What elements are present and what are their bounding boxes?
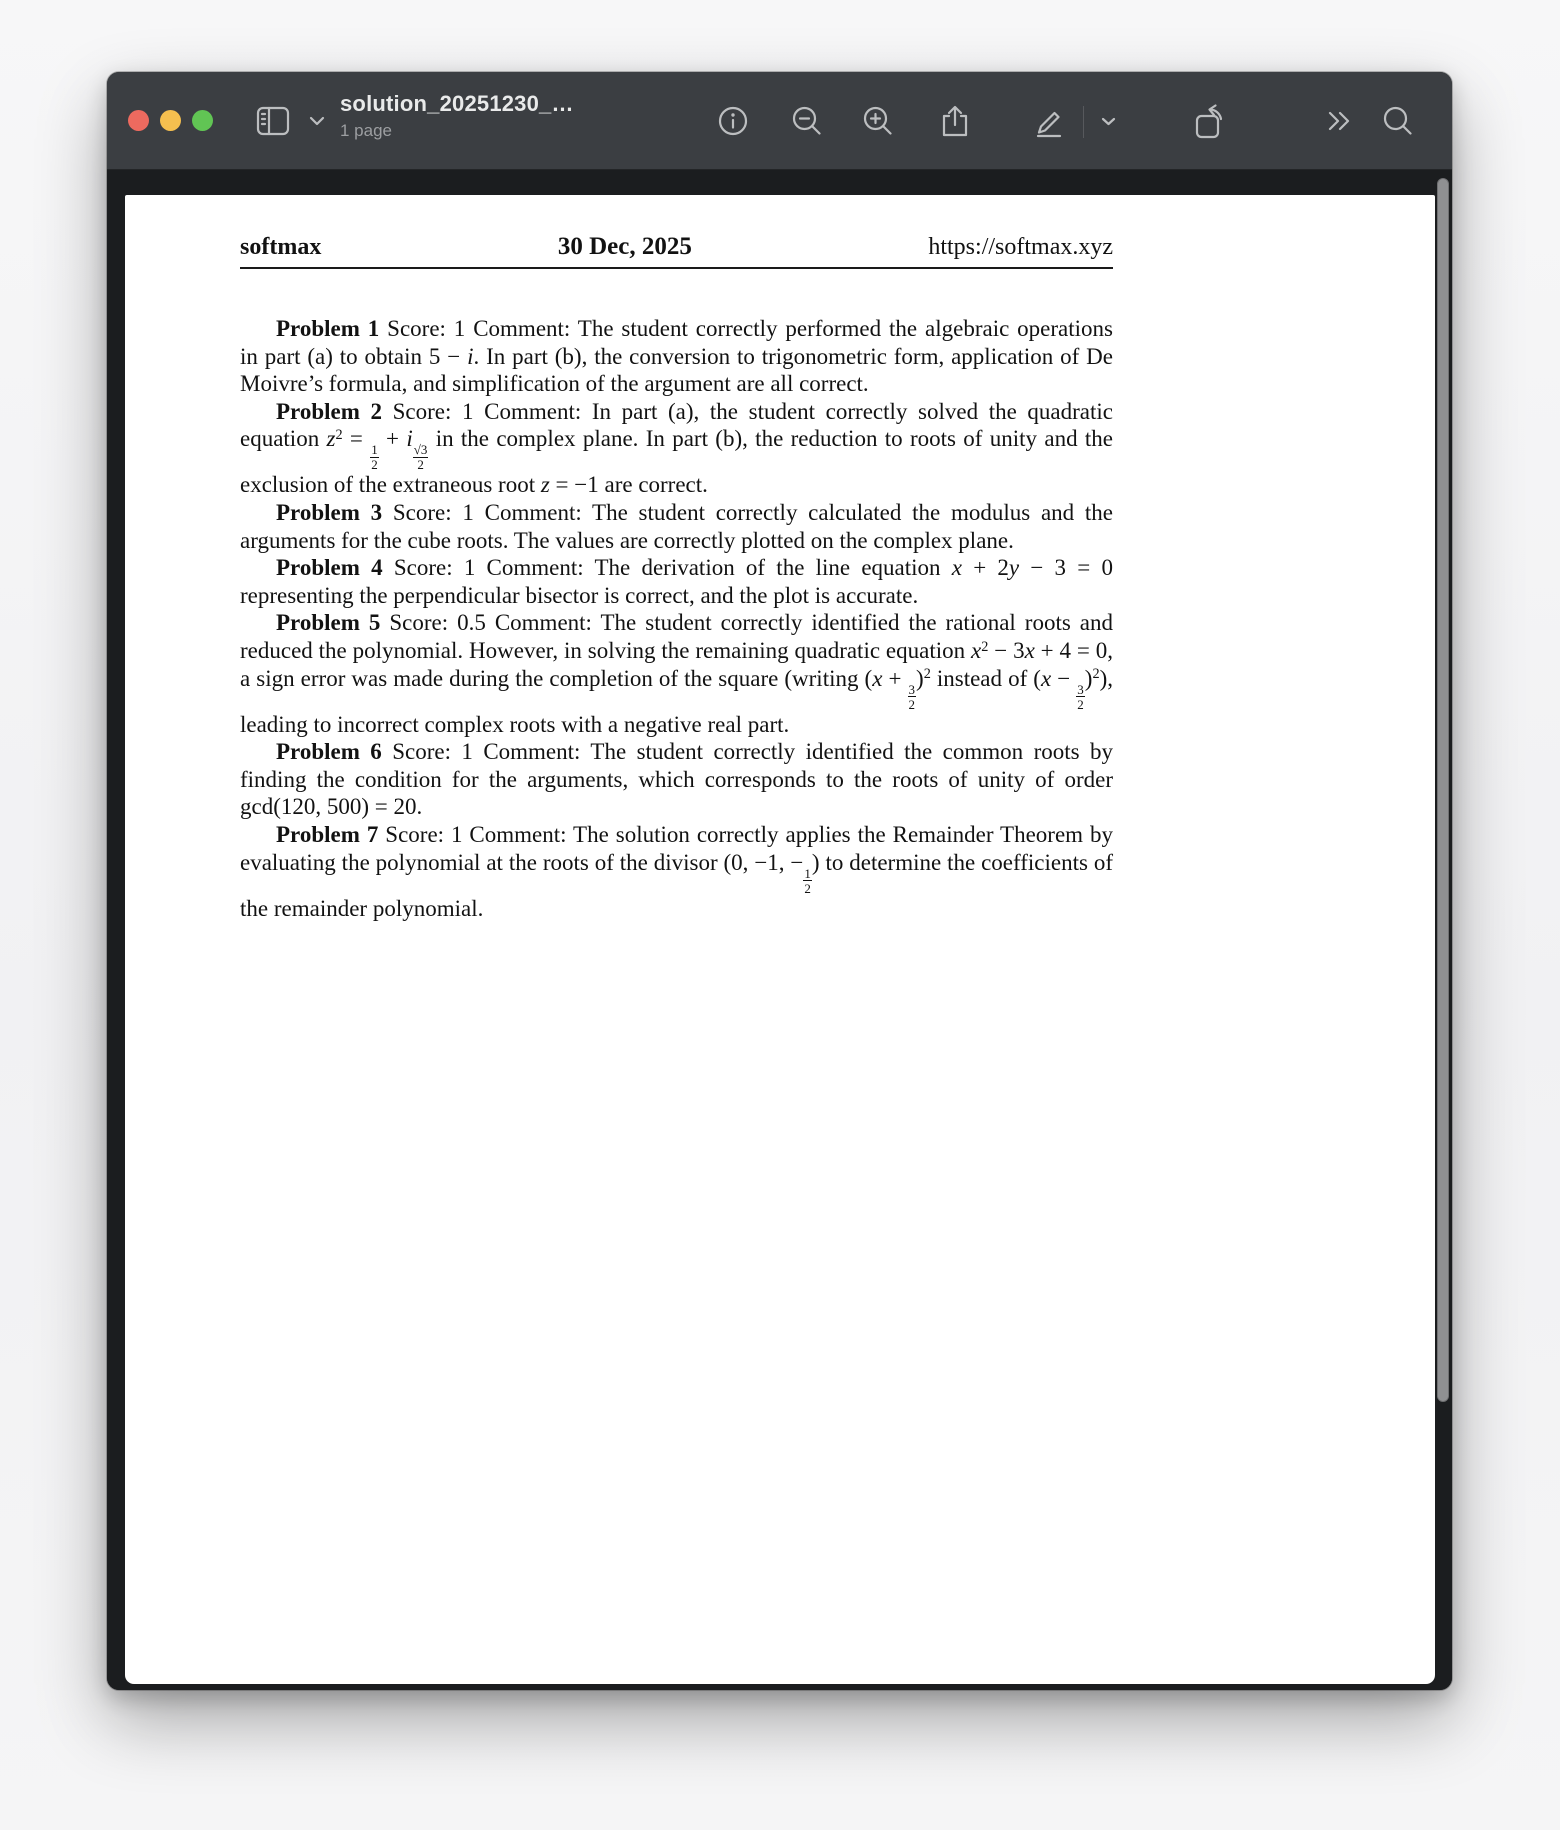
sidebar-menu-chevron[interactable] [303,72,331,170]
pdf-viewer-area [107,170,1452,1690]
rotate-icon [1190,103,1228,139]
document-header [240,233,1113,261]
search-button[interactable] [1375,72,1421,170]
info-icon [717,105,749,137]
markup-menu-chevron[interactable] [1095,72,1121,170]
header-left: softmax [240,234,322,260]
zoom-out-icon [791,105,823,137]
zoom-in-icon [862,105,894,137]
paragraph-problem-4: Problem 4 Score: 1 Comment: The derivation of the line equation x + 2y − 3 = 0 representing the perpendicular bisector is correct, and the plot is accurate. [240,555,1113,608]
document [240,233,1113,922]
paragraph-problem-2: Problem 2 Score: 1 Comment: In part (a), the student correctly solved the quadratic equation $z^2$ = $\frac{1}{2}$ + i $\frac{√3}{2}$ in the complex plane. In part (b), the reduction to roots of unity and the exclusion of the extraneous root z = −1 are correct. [240,398,1114,498]
paragraph-problem-7: Problem 7 Score: 1 Comment: The solution correctly applies the Remainder Theorem by evaluating the polynomial at the roots of the divisor (0, −1, − $\frac{1}{2}$ ) to determine the coefficients of the remainder polynomial. [240,821,1113,921]
paragraph-problem-6: Problem 6 Score: 1 Comment: The student correctly identified the common roots by finding the condition for the arguments, which corresponds to the roots of unity of order gcd(120, 500) = 20. [240,739,1113,820]
vertical-scrollbar-thumb[interactable] [1437,178,1449,1402]
window-title-block [340,91,600,141]
chevron-down-icon [309,116,325,126]
chevron-down-icon [1101,117,1116,126]
header-rule [240,267,1113,269]
preview-window [107,72,1452,1690]
window-title: solution_20251230_… [340,91,574,116]
toolbar-divider [1083,106,1084,138]
info-button[interactable] [711,72,755,170]
paragraph-problem-1: Problem 1 Score: 1 Comment: The student correctly performed the algebraic operations in part (a) to obtain 5 − i. In part (b), the conversion to trigonometric form, application of De Moivre’s formula, and simplification of the argument are all correct. [240,316,1113,397]
paragraph-problem-5: Problem 5 Score: 0.5 Comment: The student correctly identified the rational roots and reduced the polynomial. However, in solving the remaining quadratic equation $x^2 - 3x + 4 = 0$, a sign error was made during the completion of the square (writing (x + $\frac{3}{2}$ )$^2$ instead of (x − $\frac{3}{2}$ )$^2$), leading to incorrect complex roots with a negative real part. [240,610,1113,737]
sidebar-toggle-button[interactable] [249,72,297,170]
more-toolbar-items-button[interactable] [1317,72,1363,170]
share-button[interactable] [933,72,977,170]
minimize-button[interactable] [160,110,181,131]
rotate-button[interactable] [1185,72,1233,170]
header-right: https://softmax.xyz [928,234,1113,260]
traffic-lights [128,110,213,131]
paragraph-problem-3: Problem 3 Score: 1 Comment: The student correctly calculated the modulus and the arguments for the cube roots. The values are correctly plotted on the complex plane. [240,499,1113,553]
zoom-button[interactable] [192,110,213,131]
sidebar-icon [254,104,292,138]
pdf-page [125,195,1435,1684]
window-subtitle: 1 page [340,121,392,140]
search-icon [1382,105,1414,137]
close-button[interactable] [128,110,149,131]
document-body [240,315,1113,922]
markup-button[interactable] [1025,72,1069,170]
double-chevron-right-icon [1326,110,1354,132]
titlebar [107,72,1452,170]
header-center: 30 Dec, 2025 [557,233,692,260]
markup-pencil-icon [1030,104,1064,138]
zoom-out-button[interactable] [785,72,829,170]
share-icon [939,104,971,138]
zoom-in-button[interactable] [856,72,900,170]
